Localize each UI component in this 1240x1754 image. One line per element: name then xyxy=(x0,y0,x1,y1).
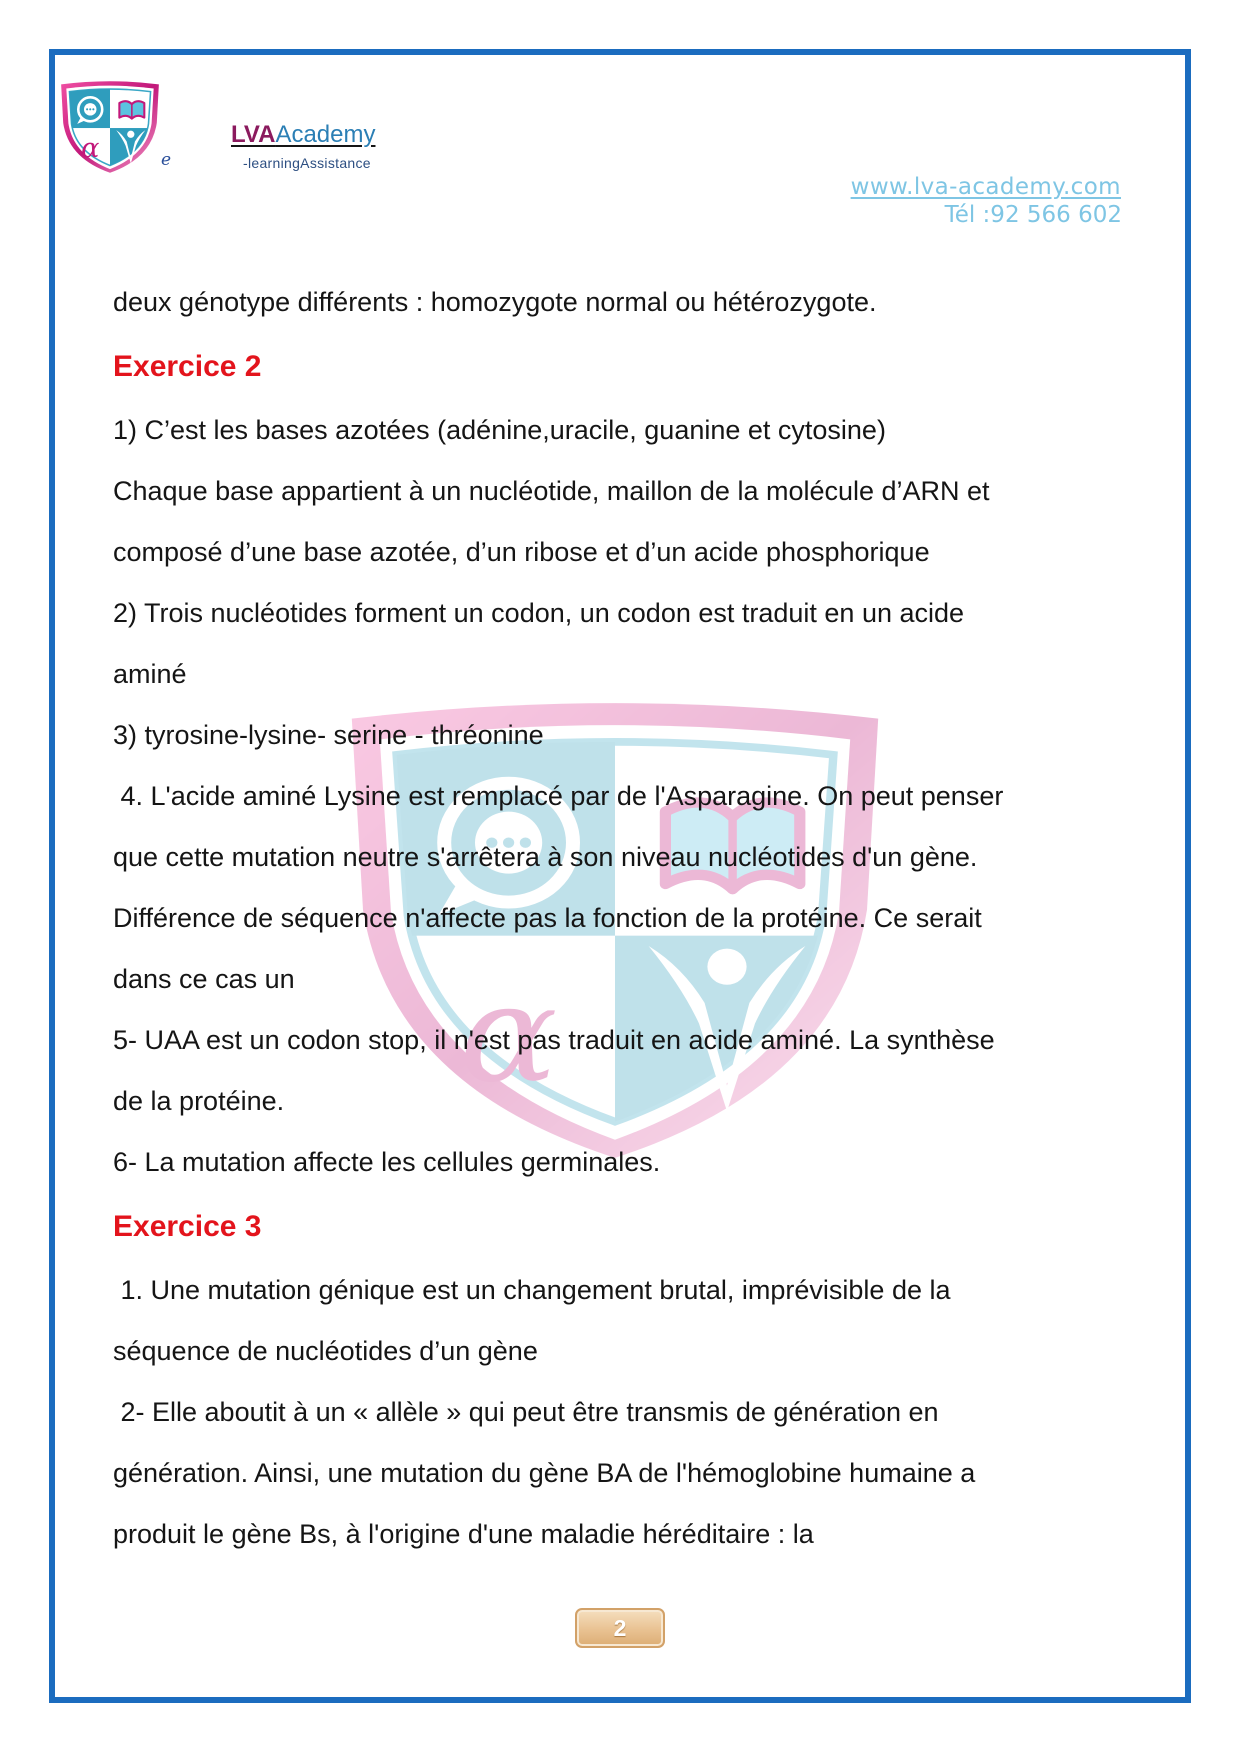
exercise-2-line: que cette mutation neutre s'arrêtera à son niveau nucléotides d'un gène. xyxy=(113,842,978,872)
exercise-2-line: de la protéine. xyxy=(113,1086,285,1116)
exercise-2-line: 3) tyrosine-lysine- serine - thréonine xyxy=(113,720,544,750)
exercise-3-line: génération. Ainsi, une mutation du gène BA de l'hémoglobine humaine a xyxy=(113,1458,976,1488)
document-body xyxy=(113,272,1173,1565)
exercise-2-line: 4. L'acide aminé Lysine est remplacé par de l'Asparagine. On peut penser xyxy=(113,781,1004,811)
page-number-badge: 2 xyxy=(575,1608,665,1648)
exercise-3-line: 1. Une mutation génique est un changement brutal, imprévisible de la xyxy=(113,1275,951,1305)
exercise-2-line: 5- UAA est un codon stop, il n'est pas traduit en acide aminé. La synthèse xyxy=(113,1025,995,1055)
brand-e-letter: e xyxy=(161,150,172,170)
brand-academy: Academy xyxy=(275,121,376,148)
exercise-3-line: produit le gène Bs, à l'origine d'une maladie héréditaire : la xyxy=(113,1519,814,1549)
exercise-2-line: aminé xyxy=(113,659,187,689)
exercise-2-line: 6- La mutation affecte les cellules germinales. xyxy=(113,1147,661,1177)
brand-lva: LVA xyxy=(231,121,276,148)
brand-tagline: -learningAssistance xyxy=(243,155,371,171)
exercise-2-line: 2) Trois nucléotides forment un codon, un codon est traduit en un acide xyxy=(113,598,965,628)
exercise-2-line: 1) C’est les bases azotées (adénine,uracile, guanine et cytosine) xyxy=(113,415,886,445)
exercise-2-line: Différence de séquence n'affecte pas la fonction de la protéine. Ce serait xyxy=(113,903,982,933)
website-link[interactable]: www.lva-academy.com xyxy=(850,174,1121,200)
exercise-2-line: Chaque base appartient à un nucléotide, maillon de la molécule d’ARN et xyxy=(113,476,990,506)
intro-line: deux génotype différents : homozygote normal ou hétérozygote. xyxy=(113,287,877,317)
phone-number: Tél :92 566 602 xyxy=(944,202,1122,228)
exercise-3-title: Exercice 3 xyxy=(113,1210,262,1243)
exercise-2-line: composé d’une base azotée, d’un ribose et d’un acide phosphorique xyxy=(113,537,930,567)
exercise-2-line: dans ce cas un xyxy=(113,964,295,994)
brand-link[interactable] xyxy=(231,121,375,149)
exercise-3-line: séquence de nucléotides d’un gène xyxy=(113,1336,538,1366)
exercise-2-title: Exercice 2 xyxy=(113,350,262,383)
exercise-3-line: 2- Elle aboutit à un « allèle » qui peut être transmis de génération en xyxy=(113,1397,939,1427)
lva-logo xyxy=(58,80,162,174)
